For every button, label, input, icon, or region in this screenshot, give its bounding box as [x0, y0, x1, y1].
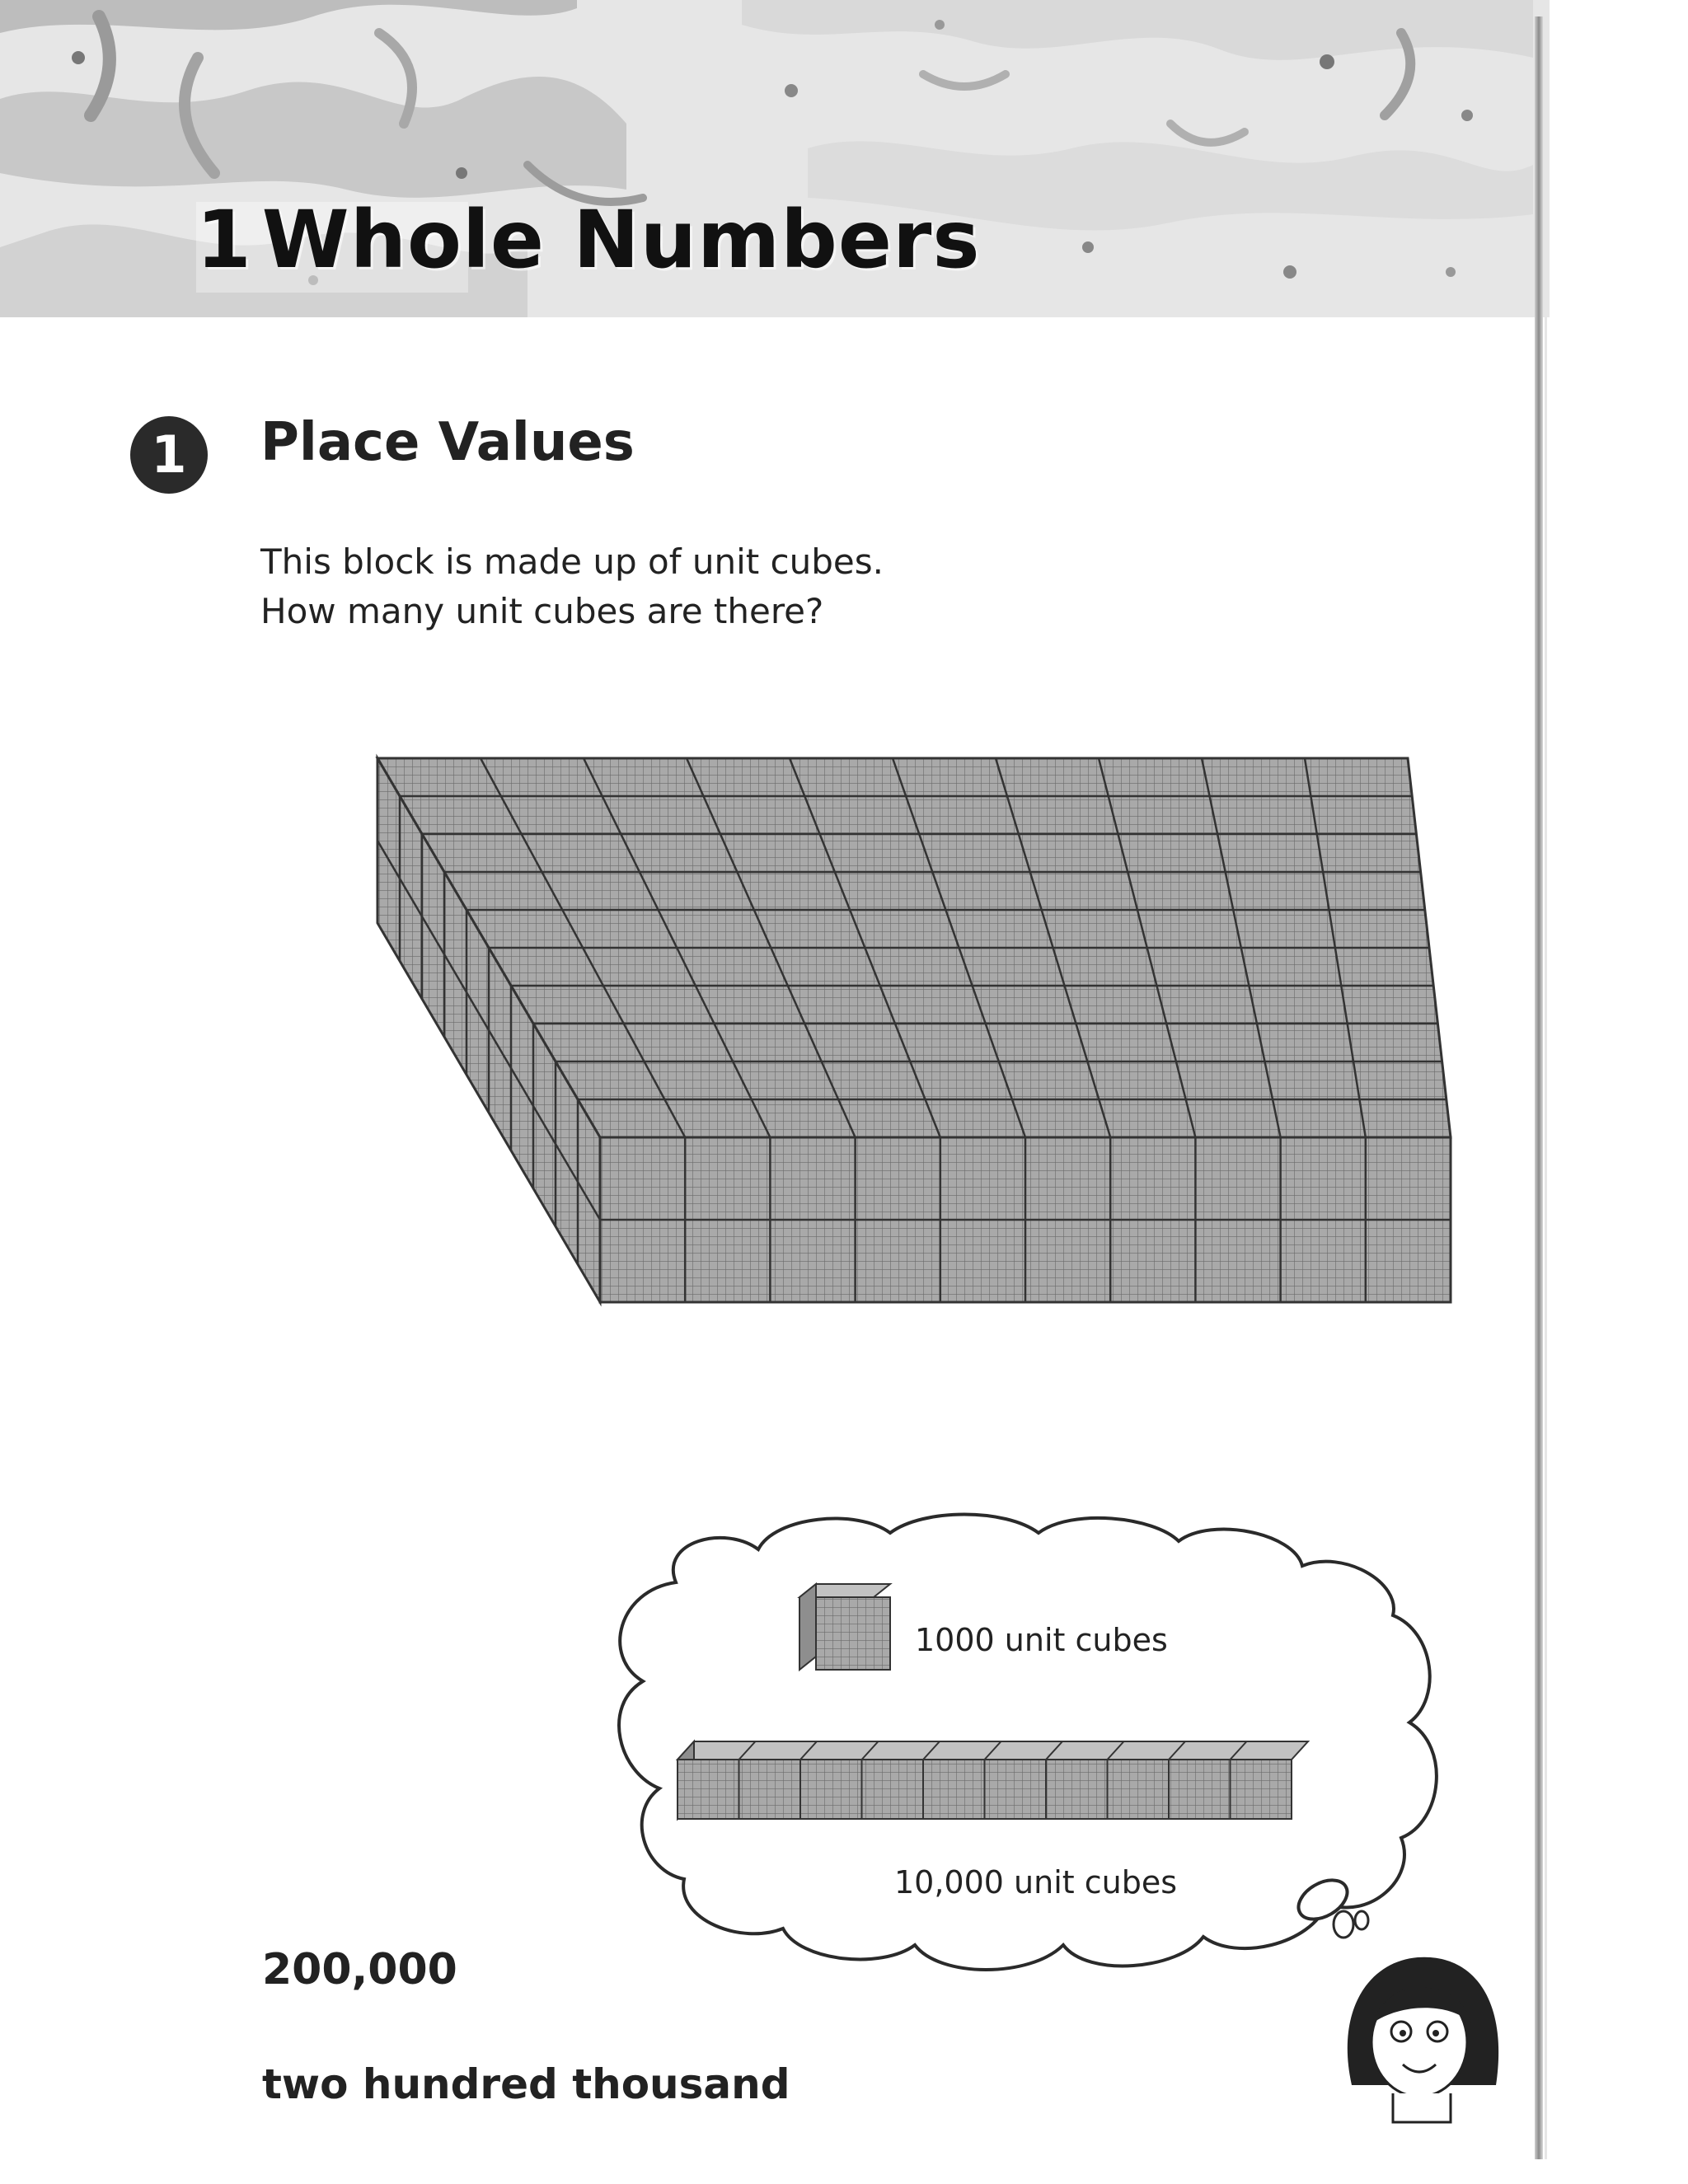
thousand-cube-label: 1000 unit cubes	[915, 1622, 1168, 1658]
answer-number: 200,000	[262, 1945, 457, 1994]
intro-line-1: This block is made up of unit cubes.	[260, 541, 884, 582]
chapter-title-text: Whole Numbers	[261, 194, 981, 286]
hundred-thousand-block	[377, 758, 1451, 1302]
thought-bubble-dot-medium	[1334, 1911, 1353, 1938]
ten-thousand-row-label: 10,000 unit cubes	[894, 1864, 1178, 1900]
section-number-badge: 1	[130, 416, 208, 494]
answer-words: two hundred thousand	[262, 2060, 790, 2108]
intro-line-2: How many unit cubes are there?	[260, 591, 824, 631]
ten-thousand-row	[678, 1741, 1308, 1819]
section-title: Place Values	[260, 412, 635, 473]
thousand-cube	[799, 1584, 890, 1670]
chapter-number: 1	[196, 194, 252, 286]
thought-bubble-dot-small	[1355, 1911, 1368, 1929]
girl-avatar	[1348, 1957, 1498, 2122]
